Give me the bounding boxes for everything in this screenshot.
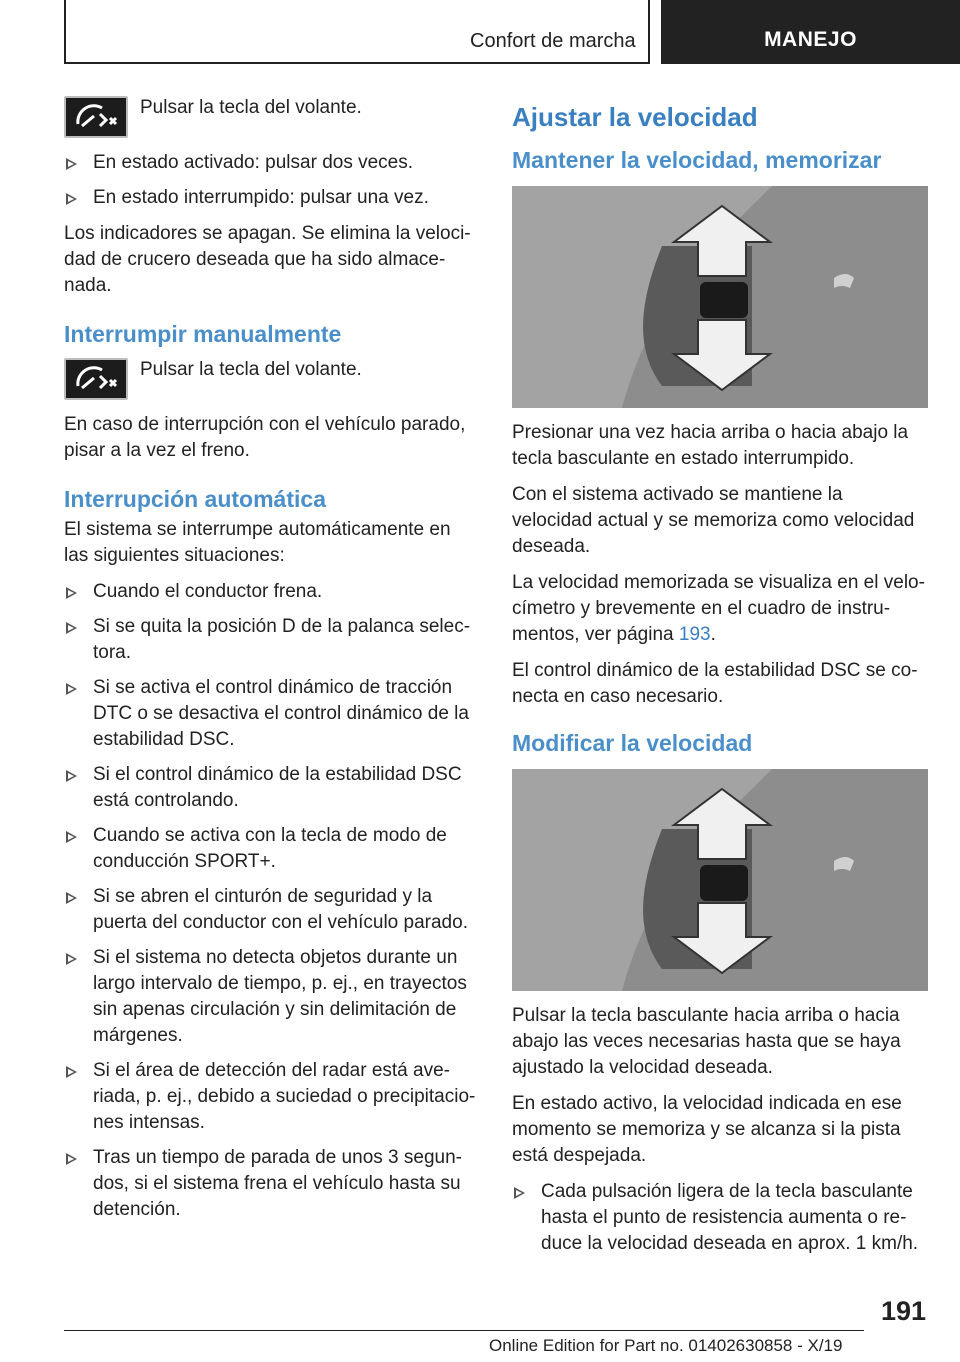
list-item: Si el control dinámico de la estabilidad DSC está controlando.: [64, 762, 476, 814]
list-item: En estado activado: pulsar dos veces.: [64, 150, 476, 176]
paragraph: El control dinámico de la estabilidad DSC se co-necta en caso necesario.: [512, 660, 918, 707]
triangle-bullet-icon: [66, 193, 77, 205]
list-item: Si se quita la posición D de la palanca selec-tora.: [64, 614, 476, 666]
list-item: Cada pulsación ligera de la tecla basculante hasta el punto de resistencia aumenta o re-duce la velocidad deseada en aprox. 1 km/h.: [512, 1179, 928, 1257]
bullet-list-situations: [64, 579, 476, 1223]
heading-modify-speed: Modificar la velocidad: [512, 730, 753, 756]
triangle-bullet-icon: [66, 953, 77, 965]
footer-edition: Online Edition for Part no. 01402630858 - X/19: [489, 1336, 843, 1355]
triangle-bullet-icon: [66, 622, 77, 634]
heading-auto-interrupt: Interrupción automática: [64, 486, 326, 512]
cruise-control-button-icon: [64, 96, 128, 138]
list-item: Tras un tiempo de parada de unos 3 segun-dos, si el sistema frena el vehículo hasta su detención.: [64, 1145, 476, 1223]
paragraph: En estado activo, la velocidad indicada en ese momento se memoriza y se alcanza si la pista está despejada.: [512, 1093, 902, 1166]
button-instruction-text: Pulsar la tecla del volante.: [140, 359, 362, 380]
steering-wheel-rocker-image-1: [512, 186, 928, 408]
triangle-bullet-icon: [66, 1153, 77, 1165]
list-item: Cuando el conductor frena.: [64, 579, 476, 605]
list-item: Cuando se activa con la tecla de modo de conducción SPORT+.: [64, 823, 476, 875]
triangle-bullet-icon: [66, 892, 77, 904]
left-column: [64, 96, 476, 1233]
triangle-bullet-icon: [66, 770, 77, 782]
triangle-bullet-icon: [66, 158, 77, 170]
list-item: Si el área de detección del radar está ave-riada, p. ej., debido a suciedad o precipitacio-nes intensas.: [64, 1058, 476, 1136]
paragraph-with-link: La velocidad memorizada se visualiza en el velo-címetro y brevemente en el cuadro de instru-mentos, ver página 193.: [512, 572, 925, 645]
right-column: [512, 96, 928, 1267]
page-number: 191: [880, 1296, 926, 1326]
list-item: Si se abren el cinturón de seguridad y la puerta del conductor con el vehículo parado.: [64, 884, 476, 936]
list-item: Si el sistema no detecta objetos durante un largo intervalo de tiempo, p. ej., en trayectos sin apenas circulación y sin delimitación de márgenes.: [64, 945, 476, 1049]
triangle-bullet-icon: [66, 831, 77, 843]
paragraph: En caso de interrupción con el vehículo parado, pisar a la vez el freno.: [64, 414, 466, 461]
header-chapter-label: MANEJO: [764, 28, 857, 51]
list-item: En estado interrumpido: pulsar una vez.: [64, 185, 476, 211]
triangle-bullet-icon: [66, 1066, 77, 1078]
footer-divider: [64, 1330, 864, 1331]
triangle-bullet-icon: [514, 1187, 525, 1199]
section-title: Ajustar la velocidad: [512, 102, 758, 132]
paragraph: Presionar una vez hacia arriba o hacia abajo la tecla basculante en estado interrumpido.: [512, 422, 909, 469]
page-reference-link[interactable]: 193: [678, 624, 711, 645]
bullet-list-states: [64, 150, 476, 211]
heading-manual-interrupt: Interrumpir manualmente: [64, 321, 342, 347]
steering-wheel-rocker-image-2: [512, 769, 928, 991]
button-instruction-1: [64, 96, 476, 138]
paragraph: Con el sistema activado se mantiene la velocidad actual y se memoriza como velocidad deseada.: [512, 484, 915, 557]
button-instruction-text: Pulsar la tecla del volante.: [140, 97, 362, 118]
paragraph: El sistema se interrumpe automáticamente en las siguientes situaciones:: [64, 519, 451, 566]
bullet-list-adjust: [512, 1179, 928, 1257]
triangle-bullet-icon: [66, 587, 77, 599]
heading-keep-speed: Mantener la velocidad, memorizar: [512, 147, 882, 173]
header-section-title: Confort de marcha: [470, 30, 636, 52]
triangle-bullet-icon: [66, 683, 77, 695]
list-item: Si se activa el control dinámico de tracción DTC o se desactiva el control dinámico de la estabilidad DSC.: [64, 675, 476, 753]
cruise-control-button-icon: [64, 358, 128, 400]
button-instruction-2: [64, 358, 476, 400]
paragraph: Los indicadores se apagan. Se elimina la veloci-dad de crucero deseada que ha sido almace-nada.: [64, 223, 471, 296]
header-chapter-tab: [661, 0, 960, 64]
paragraph: Pulsar la tecla basculante hacia arriba o hacia abajo las veces necesarias hasta que se haya ajustado la velocidad deseada.: [512, 1005, 901, 1078]
